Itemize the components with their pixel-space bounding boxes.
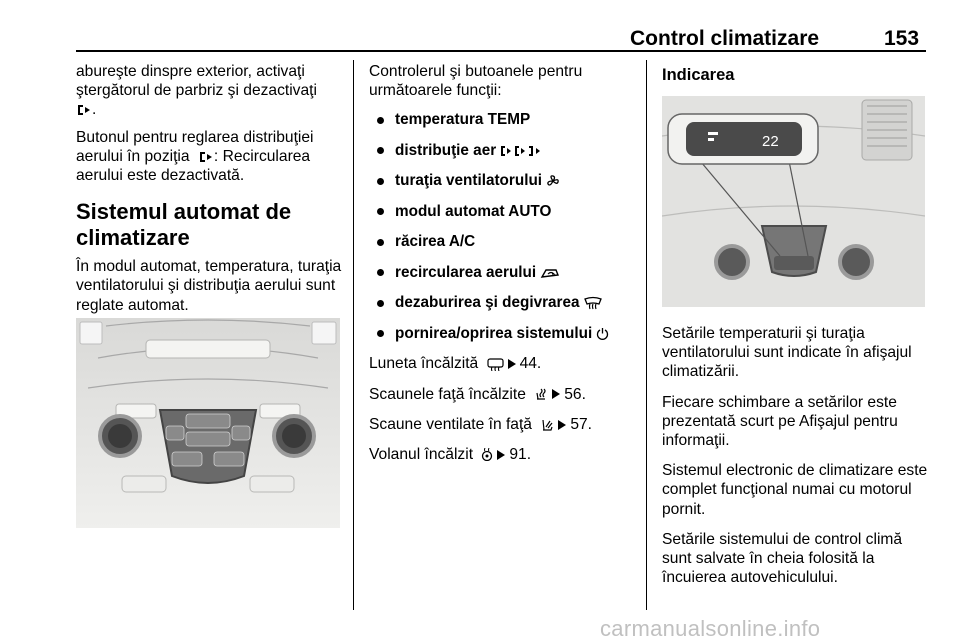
controls-intro: Controlerul şi butoanele pentru următoarele funcţii: [369,63,583,100]
fan-icon [546,174,560,188]
front-seats-ref: Scaunele faţă încălzite 56. [369,385,586,403]
watermark: carmanualsonline.info [600,616,821,641]
windscreen-defrost-icon [584,296,602,310]
list-item: distribuţie aer [369,141,641,161]
steering-wheel-heating-icon [481,448,493,461]
power-icon [596,327,609,340]
column-3 [662,62,928,96]
display-illustration [662,96,925,307]
rear-window-heating-icon [487,358,504,371]
list-item: pornirea/oprirea sistemului [369,324,641,344]
page-number: 153 [884,27,920,50]
seat-ventilation-icon [540,418,554,432]
paragraph-engine-running: Sistemul electronic de climatizare este complet funcţional numai cu motorul pornit. [662,462,928,518]
page-reference-arrow-icon [497,450,505,460]
list-item: dezaburirea şi degivrarea [369,293,641,313]
controls-list [369,110,641,344]
page-reference-arrow-icon [508,359,516,369]
paragraph-info-display: Fiecare schimbare a setărilor este prezentată scurt pe Afişajul pentru informaţii. [662,393,898,450]
paragraph-settings-key: Setările sistemului de control climă sunt salvate în cheia folosită la încuierea autovehiculului. [662,530,903,587]
header-rule [76,50,926,52]
header-title: Control climatizare [630,27,820,50]
paragraph-auto-mode: În modul automat, temperatura, turaţia ventilatorului şi distribuţia aerului sunt reglate automat. [76,258,342,314]
climate-control-panel-image [76,318,340,528]
column-3-text [662,324,928,598]
list-item: recircularea aerului [369,263,641,283]
paragraph-display-info: Setările temperaturii şi turaţia ventilatorului sunt indicate în afişajul climatizării. [662,325,912,381]
panel-illustration [76,318,340,528]
air-recirculation-icon [540,266,560,279]
list-item: temperatura TEMP [369,110,641,130]
list-item: răcirea A/C [369,232,641,252]
steering-wheel-ref: Volanul încălzit 91. [369,446,532,464]
section-heading: Sistemul automat de climatizare [76,199,292,251]
page-reference-arrow-icon [552,389,560,399]
list-item: turaţia ventilatorului [369,171,641,191]
list-item: modul automat AUTO [369,202,641,222]
page-reference-arrow-icon [558,420,566,430]
seat-heating-icon [534,387,548,401]
section-heading-display: Indicarea [662,66,735,84]
air-distribution-icon [500,144,542,158]
air-distribution-icon [76,103,92,117]
column-divider-1 [353,60,354,610]
air-distribution-icon [198,150,214,164]
column-1 [76,62,344,323]
climate-display-image [662,96,925,307]
ventilated-seats-ref: Scaune ventilate în faţă 57. [369,415,593,433]
paragraph-distribution-button: Butonul pentru reglarea distribuţiei aerului în poziţia : Recircularea aerului este dezactivată. [76,128,314,185]
display-temperature: 22 [762,133,779,150]
related-features [369,354,641,464]
rear-window-ref: Luneta încălzită 44. [369,355,542,373]
paragraph-defrost-continued: abureşte dinspre exterior, activaţi ştergătorul de parbriz şi dezactivaţi . [76,63,317,119]
column-2 [369,62,641,475]
column-divider-2 [646,60,647,610]
